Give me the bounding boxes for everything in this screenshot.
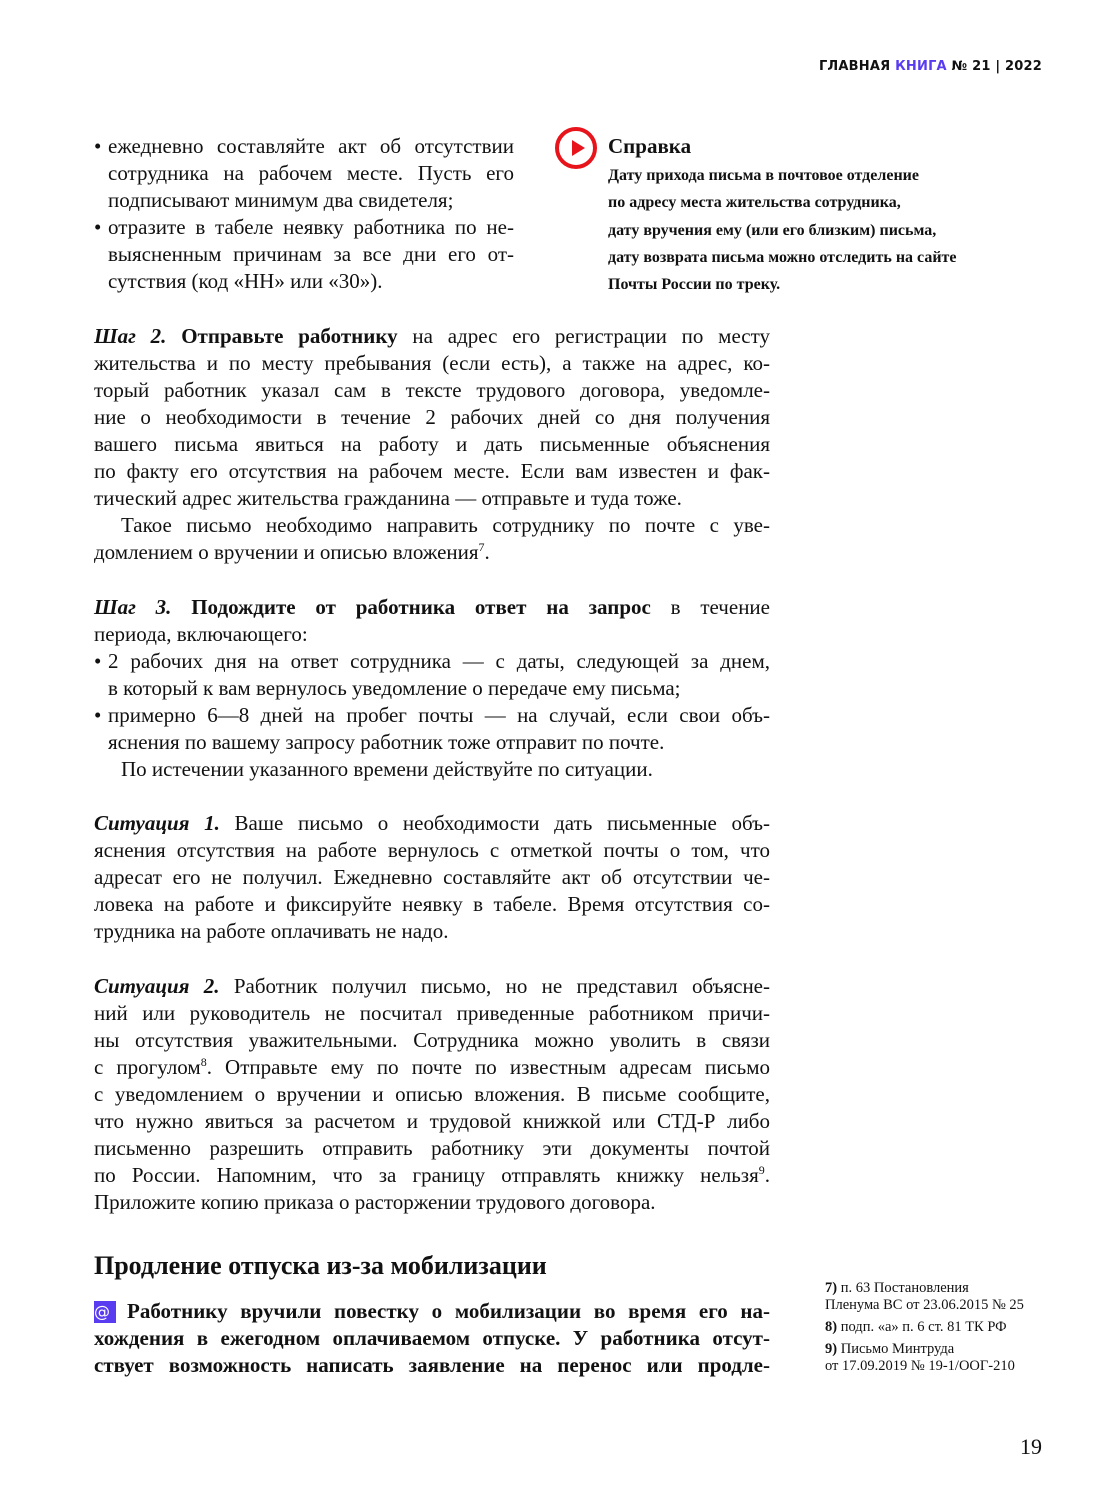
- text-run: яснения отсутствия на работе вернулось с отметкой почты о том, что: [94, 838, 770, 862]
- text-run: Приложите копию приказа о расторжении трудового договора.: [94, 1190, 656, 1214]
- text-line: [94, 404, 770, 431]
- bullet-icon: •: [94, 134, 102, 158]
- bullet-icon: •: [94, 703, 102, 727]
- footnote-ref: 8: [200, 1055, 207, 1069]
- text-run: с уведомлением о вручении и описью вложения. В письме сообщите,: [94, 1082, 770, 1106]
- text-line: [94, 1325, 770, 1352]
- text-line: [94, 648, 770, 675]
- emphasis-run: Ситуация 1.: [94, 811, 220, 835]
- text-line: [94, 485, 770, 512]
- text-run: по России. Напомним, что за границу отправлять книжку нельзя: [94, 1163, 759, 1187]
- note-line: по адресу места жительства сотрудника,: [608, 194, 901, 212]
- play-circle-icon: [555, 127, 597, 169]
- page-number: 19: [1020, 1434, 1042, 1459]
- text-line: [94, 323, 770, 350]
- text-run: примерно 6—8 дней на пробег почты — на случай, если свои объ-: [108, 703, 770, 727]
- situation-2: [94, 973, 770, 1216]
- text-line: [94, 1108, 770, 1135]
- text-run: Ваше письмо о необходимости дать письменные объ-: [219, 811, 770, 835]
- text-line: [94, 973, 770, 1000]
- text-run: Работник получил письмо, но не представил объясне-: [219, 974, 770, 998]
- text-run: в течение: [650, 595, 770, 619]
- text-line: [94, 431, 770, 458]
- emphasis-run: Шаг 3.: [94, 595, 172, 619]
- header-magazine-name: ГЛАВНАЯ: [818, 59, 891, 74]
- footnote-text: п. 63 Постановления: [840, 1280, 969, 1296]
- note-line: дату возврата письма можно отследить на сайте: [608, 248, 957, 266]
- footnote-ref: 7: [478, 540, 485, 554]
- text-run: сутствия (код «НН» или «30»).: [108, 269, 383, 293]
- text-run: домлением о вручении и описью вложения: [94, 540, 479, 564]
- text-line: [94, 1352, 770, 1379]
- footnote-ref: 9: [758, 1163, 765, 1177]
- step-3: [94, 594, 770, 783]
- text-line: [94, 621, 770, 648]
- text-run: 2 рабочих дня на ответ сотрудника — с даты, следующей за днем,: [108, 649, 770, 673]
- emphasis-run: Шаг 2.: [94, 324, 167, 348]
- text-run: .: [764, 1163, 770, 1187]
- text-line: [94, 512, 770, 539]
- section-heading: Продление отпуска из-за мобилизации: [94, 1251, 547, 1280]
- text-line: [94, 1081, 770, 1108]
- text-line: [94, 133, 514, 160]
- text-line: [94, 864, 770, 891]
- text-run: периода, включающего:: [94, 622, 308, 646]
- text-run: с прогулом: [94, 1055, 201, 1079]
- text-run: в который к вам вернулось уведомление о передаче ему письма;: [108, 676, 681, 700]
- text-run: трудника на работе оплачивать не надо.: [94, 919, 449, 943]
- text-line: [94, 756, 770, 783]
- note-body: [608, 162, 957, 298]
- header-magazine-name-accent: КНИГА: [895, 59, 947, 74]
- text-run: на адрес его регистрации по месту: [397, 324, 771, 348]
- text-run: По истечении указанного времени действуйте по ситуации.: [121, 757, 653, 781]
- text-line: [94, 214, 514, 241]
- footnote-number: 8): [825, 1319, 838, 1335]
- text-run: .: [484, 540, 490, 564]
- text-run: Такое письмо необходимо направить сотруднику по почте с уве-: [121, 513, 770, 537]
- text-run: . Отправьте ему по почте по известным адресам письмо: [206, 1055, 770, 1079]
- step-2: [94, 323, 770, 566]
- emphasis-run: Отправьте работнику: [166, 324, 398, 348]
- footnote-text: Письмо Минтруда: [840, 1341, 955, 1357]
- text-run: торый работник указал сам в тексте трудового договора, уведомле-: [94, 378, 770, 402]
- text-run: ны отсутствия уважительными. Сотрудника можно уволить в связи: [94, 1028, 770, 1052]
- note-line: Почты России по треку.: [608, 276, 781, 294]
- text-line: [94, 729, 770, 756]
- text-line: [94, 1298, 770, 1325]
- bullet-icon: •: [94, 649, 102, 673]
- text-run: письменно разрешить отправить работнику эти документы почтой: [94, 1136, 770, 1160]
- emphasis-run: Подождите от работника ответ на запрос: [171, 595, 651, 619]
- footnote-9: [825, 1341, 1024, 1375]
- text-line: [94, 594, 770, 621]
- bullet-icon: •: [94, 215, 102, 239]
- situation-1: [94, 810, 770, 945]
- text-line: [94, 268, 514, 295]
- running-header: [819, 59, 1042, 74]
- text-run: жительства и по месту пребывания (если есть), а также на адрес, ко-: [94, 351, 770, 375]
- text-run: что нужно явиться за расчетом и трудовой книжкой или СТД-Р либо: [94, 1109, 770, 1133]
- text-run: адресат его не получил. Ежедневно составляйте акт об отсутствии че-: [94, 865, 770, 889]
- footnote-text: Пленума ВС от 23.06.2015 № 25: [825, 1297, 1024, 1313]
- text-run: ний или руководитель не посчитал приведенные работником причи-: [94, 1001, 770, 1025]
- text-line: [94, 350, 770, 377]
- note-line: дату вручения ему (или его близким) письма,: [608, 221, 937, 239]
- mobilization-question: [94, 1298, 770, 1379]
- text-line: [94, 918, 770, 945]
- text-line: [94, 891, 770, 918]
- text-line: [94, 1162, 770, 1189]
- footnote-text: от 17.09.2019 № 19-1/ООГ-210: [825, 1358, 1015, 1374]
- footnote-7: [825, 1280, 1024, 1314]
- text-line: [94, 458, 770, 485]
- text-line: [94, 675, 770, 702]
- text-run: тический адрес жительства гражданина — отправьте и туда тоже.: [94, 486, 682, 510]
- footnote-8: [825, 1319, 1024, 1336]
- footnote-number: 7): [825, 1280, 838, 1296]
- footnotes: [825, 1280, 1024, 1380]
- text-run: яснения по вашему запросу работник тоже отправит по почте.: [108, 730, 665, 754]
- text-run: ловека на работе и фиксируйте неявку в табеле. Время отсутствия со-: [94, 892, 770, 916]
- text-line: [94, 377, 770, 404]
- text-run: ежедневно составляйте акт об отсутствии: [108, 134, 514, 158]
- text-run: выясненным причинам за все дни его от-: [108, 242, 514, 266]
- text-run: отразите в табеле неявку работника по не-: [108, 215, 514, 239]
- text-line: [94, 810, 770, 837]
- footnote-text: подп. «а» п. 6 ст. 81 ТК РФ: [840, 1319, 1007, 1335]
- footnote-number: 9): [825, 1341, 838, 1357]
- text-line: [94, 187, 514, 214]
- text-line: [94, 1189, 770, 1216]
- emphasis-run: Ситуация 2.: [94, 974, 220, 998]
- text-line: [94, 1000, 770, 1027]
- text-line: [94, 1054, 770, 1081]
- at-sign-icon: @: [94, 1301, 116, 1323]
- note-line: Дату прихода письма в почтовое отделение: [608, 167, 919, 184]
- text-run: вашего письма явиться на работу и дать письменные объяснения: [94, 432, 770, 456]
- emphasis-run: хождения в ежегодном оплачиваемом отпуске. У работника отсут-: [94, 1326, 770, 1350]
- text-line: [94, 539, 770, 566]
- text-line: [94, 241, 514, 268]
- text-line: [94, 1027, 770, 1054]
- text-run: ние о необходимости в течение 2 рабочих дней со дня получения: [94, 405, 770, 429]
- text-line: [94, 837, 770, 864]
- text-run: подписывают минимум два свидетеля;: [108, 188, 454, 212]
- text-run: сотрудника на рабочем месте. Пусть его: [108, 161, 514, 185]
- text-line: [94, 1135, 770, 1162]
- text-run: по факту его отсутствия на рабочем месте. Если вам известен и фак-: [94, 459, 770, 483]
- intro-bullets: [94, 133, 514, 295]
- header-issue: № 21 | 2022: [951, 59, 1042, 74]
- note-title: Справка: [608, 134, 692, 158]
- text-line: [94, 160, 514, 187]
- emphasis-run: Работнику вручили повестку о мобилизации во время его на-: [127, 1299, 770, 1323]
- emphasis-run: ствует возможность написать заявление на перенос или продле-: [94, 1353, 770, 1377]
- text-line: [94, 702, 770, 729]
